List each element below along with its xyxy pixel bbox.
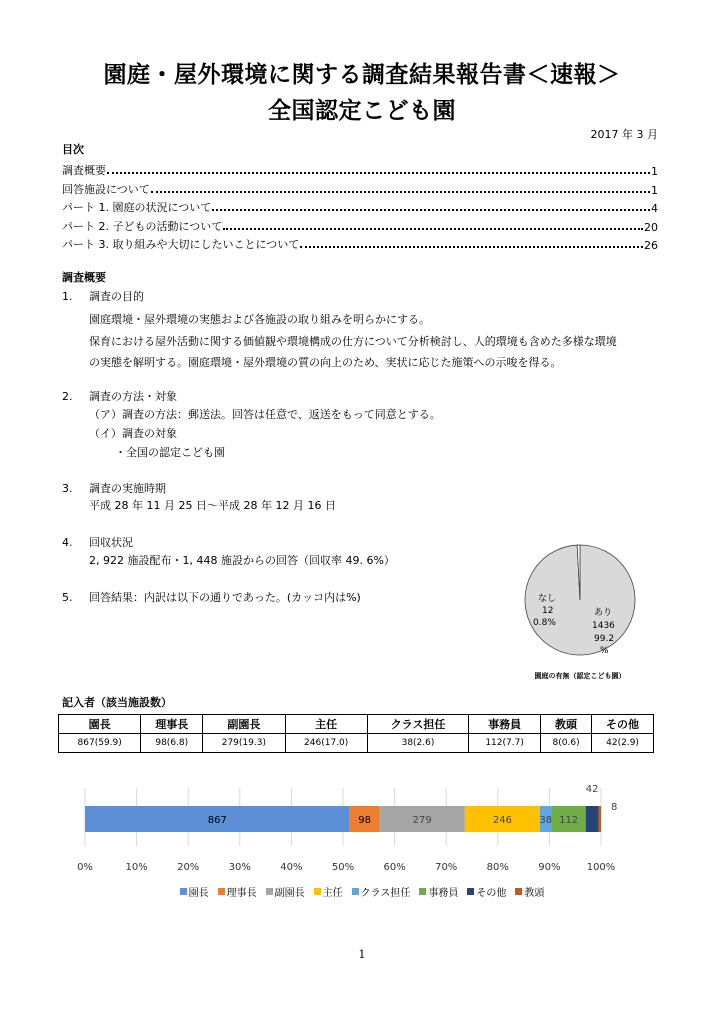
legend-label: 事務員 (428, 888, 459, 899)
x-tick-label: 0% (77, 862, 93, 873)
section-3-number: 3. (62, 482, 73, 495)
table-header-cell: その他 (592, 715, 654, 734)
toc-entry-label: 回答施設について (62, 182, 150, 196)
legend-label: その他 (476, 888, 507, 899)
section-1-paragraph-1: 園庭環境・屋外環境の実態および各施設の取り組みを明らかにする。 (89, 313, 430, 326)
legend-label: 理事長 (226, 888, 257, 899)
bar-segment-教頭 (599, 806, 601, 832)
table-header-cell: 副園長 (203, 715, 285, 734)
pie-label-yes-3: 99.2 (594, 634, 615, 644)
legend-item (180, 884, 209, 899)
toc-entry-label: パート 2. 子どもの活動について (62, 219, 223, 233)
toc-entry[interactable] (62, 179, 658, 197)
table-value-cell: 8(0.6) (541, 734, 592, 753)
section-2-number: 2. (62, 390, 73, 403)
section-5-number: 5. (62, 591, 73, 604)
pie-label-no-2: 12 (542, 606, 554, 616)
legend-item (352, 884, 411, 899)
toc-entry-page: 1 (651, 183, 658, 197)
toc-entry[interactable] (62, 160, 658, 178)
legend-swatch (266, 888, 273, 895)
legend-label: 主任 (322, 888, 343, 899)
recorder-stacked-bar-chart (0, 770, 724, 878)
bar-segment-その他 (586, 806, 599, 832)
pie-label-yes-1: あり (594, 608, 613, 618)
legend-item (419, 884, 458, 899)
section-4-number: 4. (62, 536, 73, 549)
legend-label: 園長 (188, 888, 209, 899)
table-header-cell: 主任 (285, 715, 367, 734)
section-4-response-rate: 2, 922 施設配布・1, 448 施設からの回答（回収率 49. 6%） (89, 554, 395, 567)
table-header-cell: 事務員 (469, 715, 541, 734)
legend-item (266, 884, 305, 899)
section-4-title: 回収状況 (89, 536, 133, 549)
x-tick-label: 80% (486, 862, 509, 873)
section-1-paragraph-2a: 保育における屋外活動に関する価値観や環境構成の仕方について分析検討し、人的環境も含めた多様な環境 (89, 335, 617, 348)
overview-heading: 調査概要 (62, 271, 106, 284)
legend-item (218, 884, 257, 899)
x-tick-label: 30% (228, 862, 251, 873)
pie-title: 園庭の有無（認定こども園） (534, 672, 626, 680)
section-2-target-item: ・全国の認定こども園 (115, 446, 225, 459)
section-1-title: 調査の目的 (89, 290, 144, 303)
legend-swatch (218, 888, 225, 895)
table-header-cell: 理事長 (141, 715, 203, 734)
garden-pie-chart (510, 538, 650, 688)
section-2-title: 調査の方法・対象 (89, 390, 177, 403)
bar-data-label: 112 (559, 815, 579, 826)
legend-item (515, 884, 544, 899)
toc-entry-label: パート 3. 取り組みや大切にしたいことについて (62, 238, 300, 251)
section-3-title: 調査の実施時期 (89, 482, 166, 495)
bar-data-label: 246 (492, 815, 512, 826)
toc-leader-dots (107, 172, 650, 174)
section-3-period: 平成 28 年 11 月 25 日～平成 28 年 12 月 16 日 (89, 499, 336, 512)
section-1-number: 1. (62, 290, 73, 303)
legend-swatch (467, 888, 474, 895)
legend-swatch (314, 888, 321, 895)
toc-entry-page: 20 (644, 220, 658, 234)
recorder-table (58, 714, 654, 753)
section-5-text: 回答結果：内訳は以下の通りであった。(カッコ内は%) (89, 591, 361, 604)
table-value-cell: 867(59.9) (59, 734, 141, 753)
toc-entry-page: 26 (644, 239, 658, 252)
legend-item (314, 884, 343, 899)
table-value-cell: 98(6.8) (141, 734, 203, 753)
legend-swatch (352, 888, 359, 895)
x-tick-label: 100% (586, 862, 616, 873)
legend-label: 副園長 (274, 888, 305, 899)
table-header-cell: 園長 (59, 715, 141, 734)
pie-label-no-3: 0.8% (533, 618, 556, 628)
report-date: 2017 年 3 月 (590, 128, 658, 141)
section-2-target: （イ）調査の対象 (89, 427, 177, 440)
table-value-cell: 112(7.7) (469, 734, 541, 753)
toc-entry-label: パート 1. 園庭の状況について (62, 201, 212, 214)
toc-leader-dots (300, 246, 643, 248)
chart-legend (0, 884, 724, 899)
report-title: 園庭・屋外環境に関する調査結果報告書＜速報＞ (103, 62, 621, 88)
toc-entry[interactable] (62, 197, 658, 215)
pie-label-yes-4: % (600, 646, 609, 656)
table-value-cell: 42(2.9) (592, 734, 654, 753)
pie-label-yes-2: 1436 (592, 621, 615, 631)
table-header-cell: 教頭 (541, 715, 592, 734)
toc-leader-dots (151, 191, 650, 193)
x-tick-label: 90% (538, 862, 561, 873)
table-value-cell: 246(17.0) (285, 734, 367, 753)
legend-label: 教頭 (524, 888, 545, 899)
bar-data-label: 42 (585, 784, 599, 795)
recorder-heading: 記入者（該当施設数） (62, 696, 172, 709)
toc-entry-label: 調査概要 (62, 164, 106, 177)
legend-swatch (515, 888, 522, 895)
table-value-cell: 279(19.3) (203, 734, 285, 753)
bar-data-label: 38 (539, 815, 553, 826)
toc-entry-page: 1 (651, 165, 658, 178)
toc-leader-dots (223, 228, 643, 230)
bar-data-label: 279 (412, 815, 432, 826)
table-value-cell: 38(2.6) (367, 734, 468, 753)
report-subtitle: 全国認定こども園 (268, 98, 456, 124)
x-tick-label: 40% (280, 862, 303, 873)
toc-entry[interactable] (62, 234, 658, 252)
legend-label: クラス担任 (360, 888, 411, 899)
toc-entry-page: 4 (651, 202, 658, 215)
page-number: 1 (358, 948, 366, 961)
section-1-paragraph-2b: の実態を解明する。園庭環境・屋外環境の質の向上のため、実状に応じた施策への示唆を得る。 (89, 356, 562, 369)
toc-entry[interactable] (62, 216, 658, 234)
pie-label-no-1: なし (538, 594, 557, 604)
legend-item (467, 884, 506, 899)
toc-leader-dots (212, 209, 650, 211)
table-header-cell: クラス担任 (367, 715, 468, 734)
x-tick-label: 70% (435, 862, 458, 873)
section-2-method: （ア）調査の方法：郵送法。回答は任意で、返送をもって同意とする。 (89, 408, 441, 421)
toc-heading: 目次 (62, 143, 84, 156)
legend-swatch (419, 888, 426, 895)
x-tick-label: 20% (177, 862, 200, 873)
x-tick-label: 60% (383, 862, 406, 873)
x-tick-label: 50% (331, 862, 355, 873)
bar-data-label: 98 (358, 815, 372, 826)
legend-swatch (180, 888, 187, 895)
bar-data-label: 867 (207, 815, 227, 826)
bar-data-label: 8 (611, 802, 618, 813)
x-tick-label: 10% (125, 862, 148, 873)
